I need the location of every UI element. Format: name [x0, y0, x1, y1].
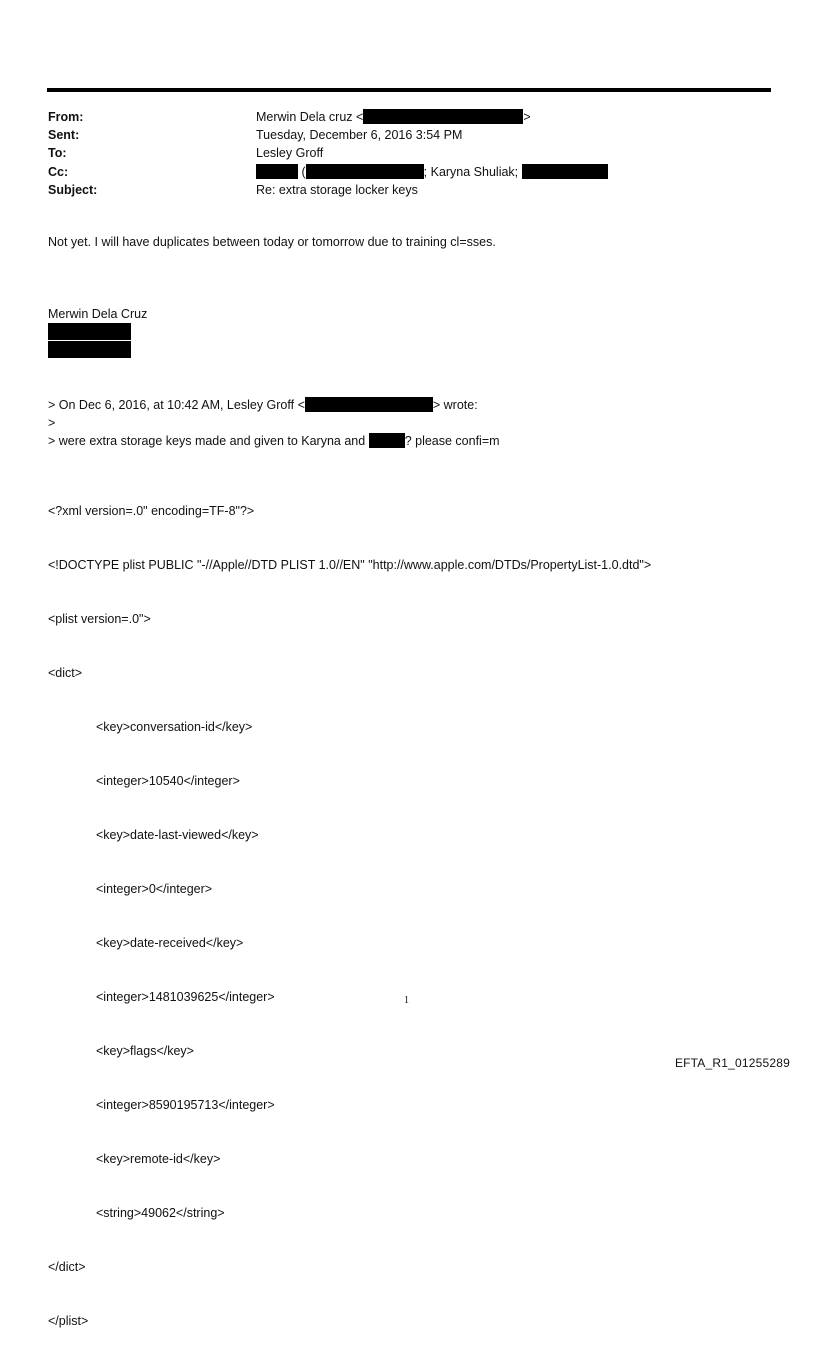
- xml-line: <integer>10540</integer>: [96, 774, 240, 788]
- xml-line: </dict>: [48, 1260, 86, 1274]
- xml-line: <key>date-received</key>: [96, 936, 244, 950]
- sent-row: [48, 126, 768, 144]
- xml-line: <dict>: [48, 666, 83, 680]
- redaction-box: [305, 397, 433, 412]
- quote-line: [48, 432, 500, 450]
- xml-line: <integer>0</integer>: [96, 882, 213, 896]
- redaction-box: [363, 109, 523, 124]
- from-value: [256, 108, 531, 126]
- header-divider-rule: [47, 88, 771, 92]
- redaction-box: [369, 433, 405, 448]
- xml-line: <key>remote-id</key>: [96, 1152, 221, 1166]
- quote-line-pre: > were extra storage keys made and given to Karyna and: [48, 434, 366, 448]
- to-row: [48, 144, 768, 162]
- xml-line: <string>49062</string>: [96, 1206, 225, 1220]
- document-id: EFTA_R1_01255289: [674, 1056, 790, 1070]
- xml-line: <key>date-last-viewed</key>: [96, 828, 259, 842]
- xml-line: <integer>8590195713</integer>: [96, 1098, 275, 1112]
- signature-redaction-2: [48, 341, 131, 358]
- xml-line: <key>flags</key>: [96, 1044, 194, 1058]
- cc-mid: ; Karyna Shuliak;: [423, 164, 519, 179]
- signature-name: Merwin Dela Cruz: [48, 307, 148, 321]
- xml-line: </plist>: [48, 1314, 89, 1328]
- quote-blank: >: [48, 416, 56, 430]
- from-label: From:: [48, 110, 84, 124]
- from-row: [48, 108, 768, 126]
- signature-redaction-1: [48, 323, 131, 340]
- xml-line: <integer>1481039625</integer>: [96, 990, 275, 1004]
- quote-intro: [48, 396, 478, 414]
- subject-row: [48, 181, 768, 199]
- from-name: Merwin Dela cruz <: [256, 110, 364, 124]
- xml-line: <key>conversation-id</key>: [96, 720, 253, 734]
- cc-value: [256, 163, 608, 181]
- message-text: Not yet. I will have duplicates between today or tomorrow due to training cl=sses.: [48, 235, 496, 249]
- quote-intro-pre: > On Dec 6, 2016, at 10:42 AM, Lesley Groff <: [48, 398, 305, 412]
- sent-label: Sent:: [48, 128, 80, 143]
- quote-line-post: ? please confi=m: [404, 434, 500, 448]
- to-value: Lesley Groff: [256, 146, 324, 161]
- xml-line: <!DOCTYPE plist PUBLIC "-//Apple//DTD PLIST 1.0//EN" "http://www.apple.com/DTDs/PropertyList-1.0.dtd">: [48, 558, 652, 572]
- cc-paren: (: [301, 164, 306, 179]
- quote-intro-post: > wrote:: [432, 398, 478, 412]
- email-header: [48, 108, 768, 199]
- subject-label: Subject:: [48, 182, 98, 197]
- xml-line: <?xml version=.0" encoding=TF-8"?>: [48, 504, 255, 518]
- cc-label: Cc:: [48, 164, 69, 179]
- xml-plist-block: [48, 466, 651, 1348]
- sent-value: Tuesday, December 6, 2016 3:54 PM: [256, 128, 463, 143]
- subject-value: Re: extra storage locker keys: [256, 182, 418, 197]
- page-number: 1: [404, 995, 409, 1006]
- from-close: >: [523, 110, 531, 124]
- redaction-box: [522, 164, 608, 179]
- xml-line: <plist version=.0">: [48, 612, 151, 626]
- cc-row: [48, 163, 768, 181]
- to-label: To:: [48, 146, 67, 161]
- redaction-box: [306, 164, 424, 179]
- redaction-box: [256, 164, 298, 179]
